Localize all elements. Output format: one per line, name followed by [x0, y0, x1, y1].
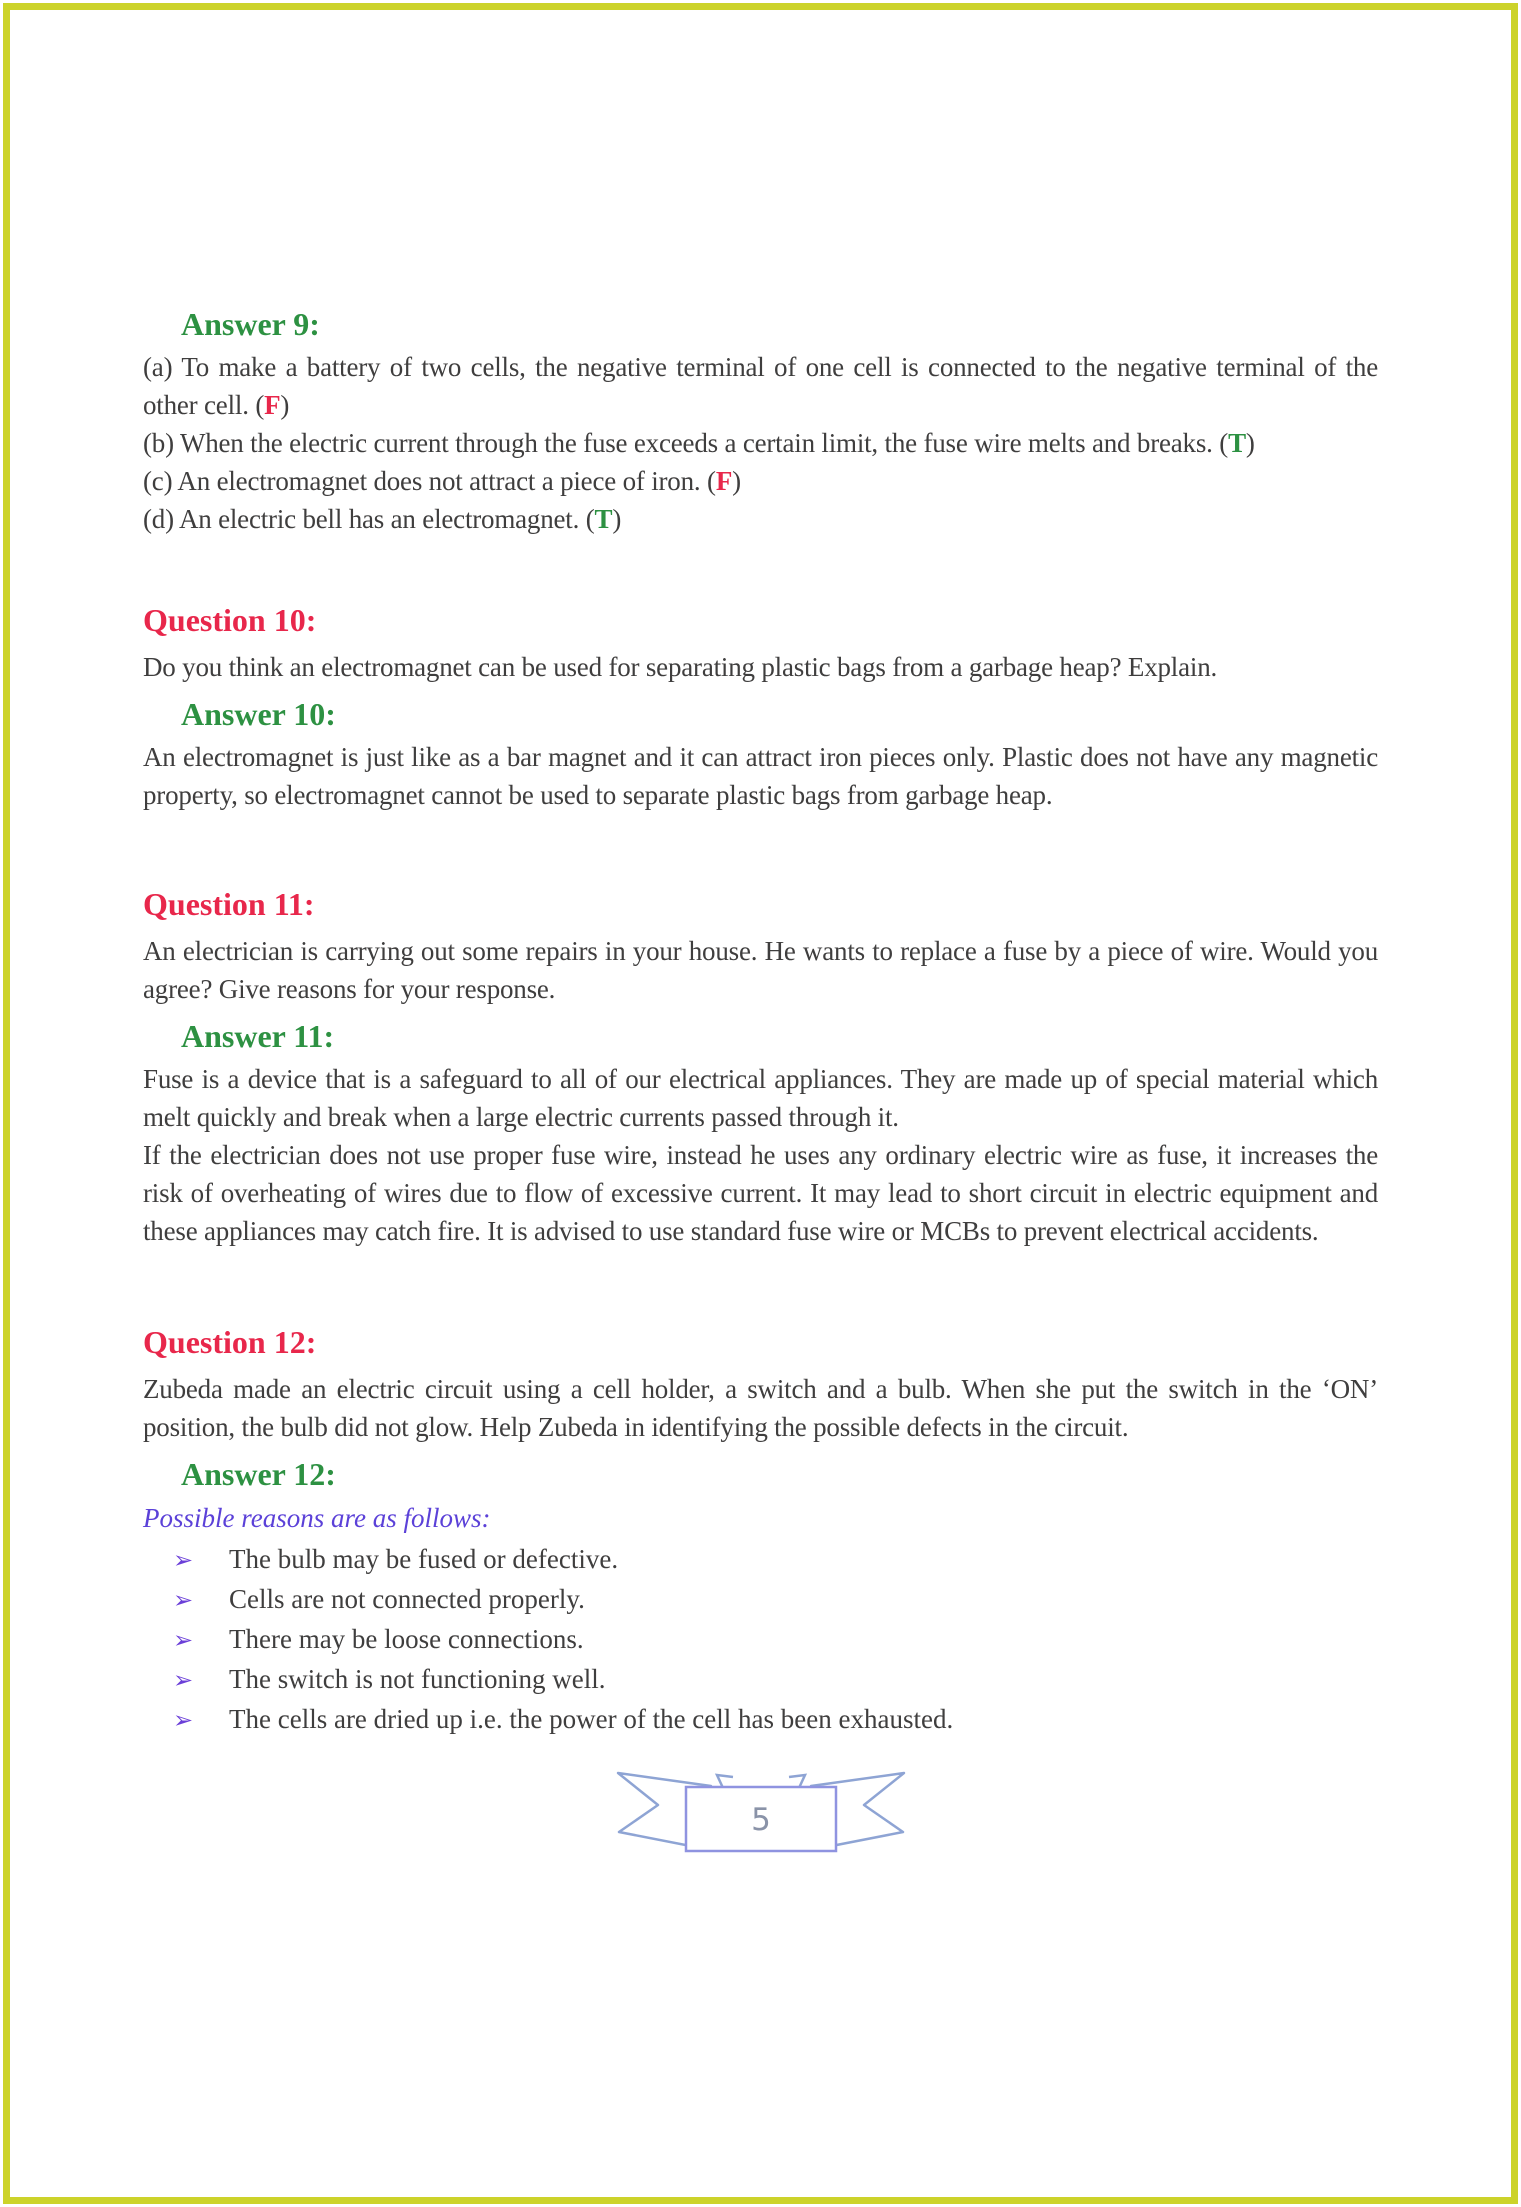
- question-10-text: Do you think an electromagnet can be used for separating plastic bags from a garbage heap? Explain.: [143, 652, 1218, 682]
- ribbon-banner-icon: [611, 1770, 911, 1862]
- answer-9-section: [143, 304, 1378, 538]
- question-12-text: Zubeda made an electric circuit using a cell holder, a switch and a bulb. When she put the switch in the ‘ON’ position, the bulb did not glow. Help Zubeda in identifying the possible defects in the circuit.: [143, 1374, 1378, 1442]
- question-11-text: An electrician is carrying out some repairs in your house. He wants to replace a fuse by a piece of wire. Would you agree? Give reasons for your response.: [143, 936, 1378, 1004]
- answer-9-item-a: [143, 348, 1378, 424]
- answer-9-item-c: [143, 462, 1378, 500]
- answer-12-bullet-list: [143, 1540, 1378, 1740]
- bullet-text: The bulb may be fused or defective.: [229, 1544, 619, 1574]
- question-10-heading: Question 10:: [143, 602, 317, 638]
- question-11-heading: Question 11:: [143, 886, 315, 922]
- paren-open: (: [1219, 428, 1229, 458]
- page-number: 5: [750, 1802, 771, 1838]
- bullet-text: There may be loose connections.: [229, 1624, 584, 1654]
- answer-9-item-c-text: (c) An electromagnet does not attract a piece of iron.: [143, 466, 708, 496]
- answer-12-heading: Answer 12:: [181, 1456, 336, 1492]
- answer-9-item-b: [143, 424, 1378, 462]
- page-number-banner: [143, 1770, 1378, 1862]
- answer-10-heading: Answer 10:: [181, 696, 336, 732]
- answer-11-paragraph-1: Fuse is a device that is a safeguard to all of our electrical appliances. They are made up of special material which melt quickly and break when a large electric currents passed through it.: [143, 1064, 1378, 1132]
- answer-11-heading: Answer 11:: [181, 1018, 335, 1054]
- answer-9-item-b-text: (b) When the electric current through the fuse exceeds a certain limit, the fuse wire melts and breaks.: [143, 428, 1220, 458]
- true-false-mark: T: [594, 504, 613, 534]
- paren-open: (: [255, 390, 265, 420]
- arrow-bullet-icon: ➢: [173, 1626, 194, 1654]
- paren-close: ): [612, 504, 622, 534]
- answer-11-paragraph-2: If the electrician does not use proper fuse wire, instead he uses any ordinary electric wire as fuse, it increases the risk of overheating of wires due to flow of excessive current. It may lead to short circuit in electric equipment and these appliances may catch fire. It is advised to use standard fuse wire or MCBs to prevent electrical accidents.: [143, 1140, 1378, 1246]
- paren-open: (: [707, 466, 716, 496]
- answer-9-item-d: [143, 500, 1378, 538]
- arrow-bullet-icon: ➢: [173, 1586, 194, 1614]
- list-item: [143, 1540, 1378, 1580]
- arrow-bullet-icon: ➢: [173, 1666, 194, 1694]
- true-false-mark: F: [264, 390, 281, 420]
- answer-12-intro: Possible reasons are as follows:: [143, 1503, 491, 1533]
- paren-close: ): [732, 466, 741, 496]
- answer-9-heading: Answer 9:: [181, 306, 320, 342]
- arrow-bullet-icon: ➢: [173, 1706, 194, 1734]
- answer-9-item-d-text: (d) An electric bell has an electromagnet.: [143, 504, 586, 534]
- bullet-text: The switch is not functioning well.: [229, 1664, 606, 1694]
- answer-10-text: An electromagnet is just like as a bar magnet and it can attract iron pieces only. Plastic does not have any magnetic property, so electromagnet cannot be used to separate plastic bags from garbage heap.: [143, 742, 1378, 810]
- arrow-bullet-icon: ➢: [173, 1546, 194, 1574]
- list-item: [143, 1660, 1378, 1700]
- answer-9-item-a-text: (a) To make a battery of two cells, the negative terminal of one cell is connected to the negative terminal of the other cell.: [143, 352, 1378, 420]
- paren-close: ): [1245, 428, 1255, 458]
- list-item: [143, 1580, 1378, 1620]
- question-10-section: [143, 600, 1378, 814]
- document-content: [10, 10, 1511, 1862]
- question-12-heading: Question 12:: [143, 1324, 317, 1360]
- list-item: [143, 1700, 1378, 1740]
- question-11-section: [143, 884, 1378, 1250]
- true-false-mark: F: [715, 466, 733, 496]
- question-12-section: [143, 1322, 1378, 1740]
- list-item: [143, 1620, 1378, 1660]
- paren-close: ): [280, 390, 290, 420]
- bullet-text: The cells are dried up i.e. the power of the cell has been exhausted.: [229, 1704, 954, 1734]
- paren-open: (: [585, 504, 595, 534]
- true-false-mark: T: [1228, 428, 1246, 458]
- bullet-text: Cells are not connected properly.: [229, 1584, 585, 1614]
- document-page: [3, 3, 1518, 2204]
